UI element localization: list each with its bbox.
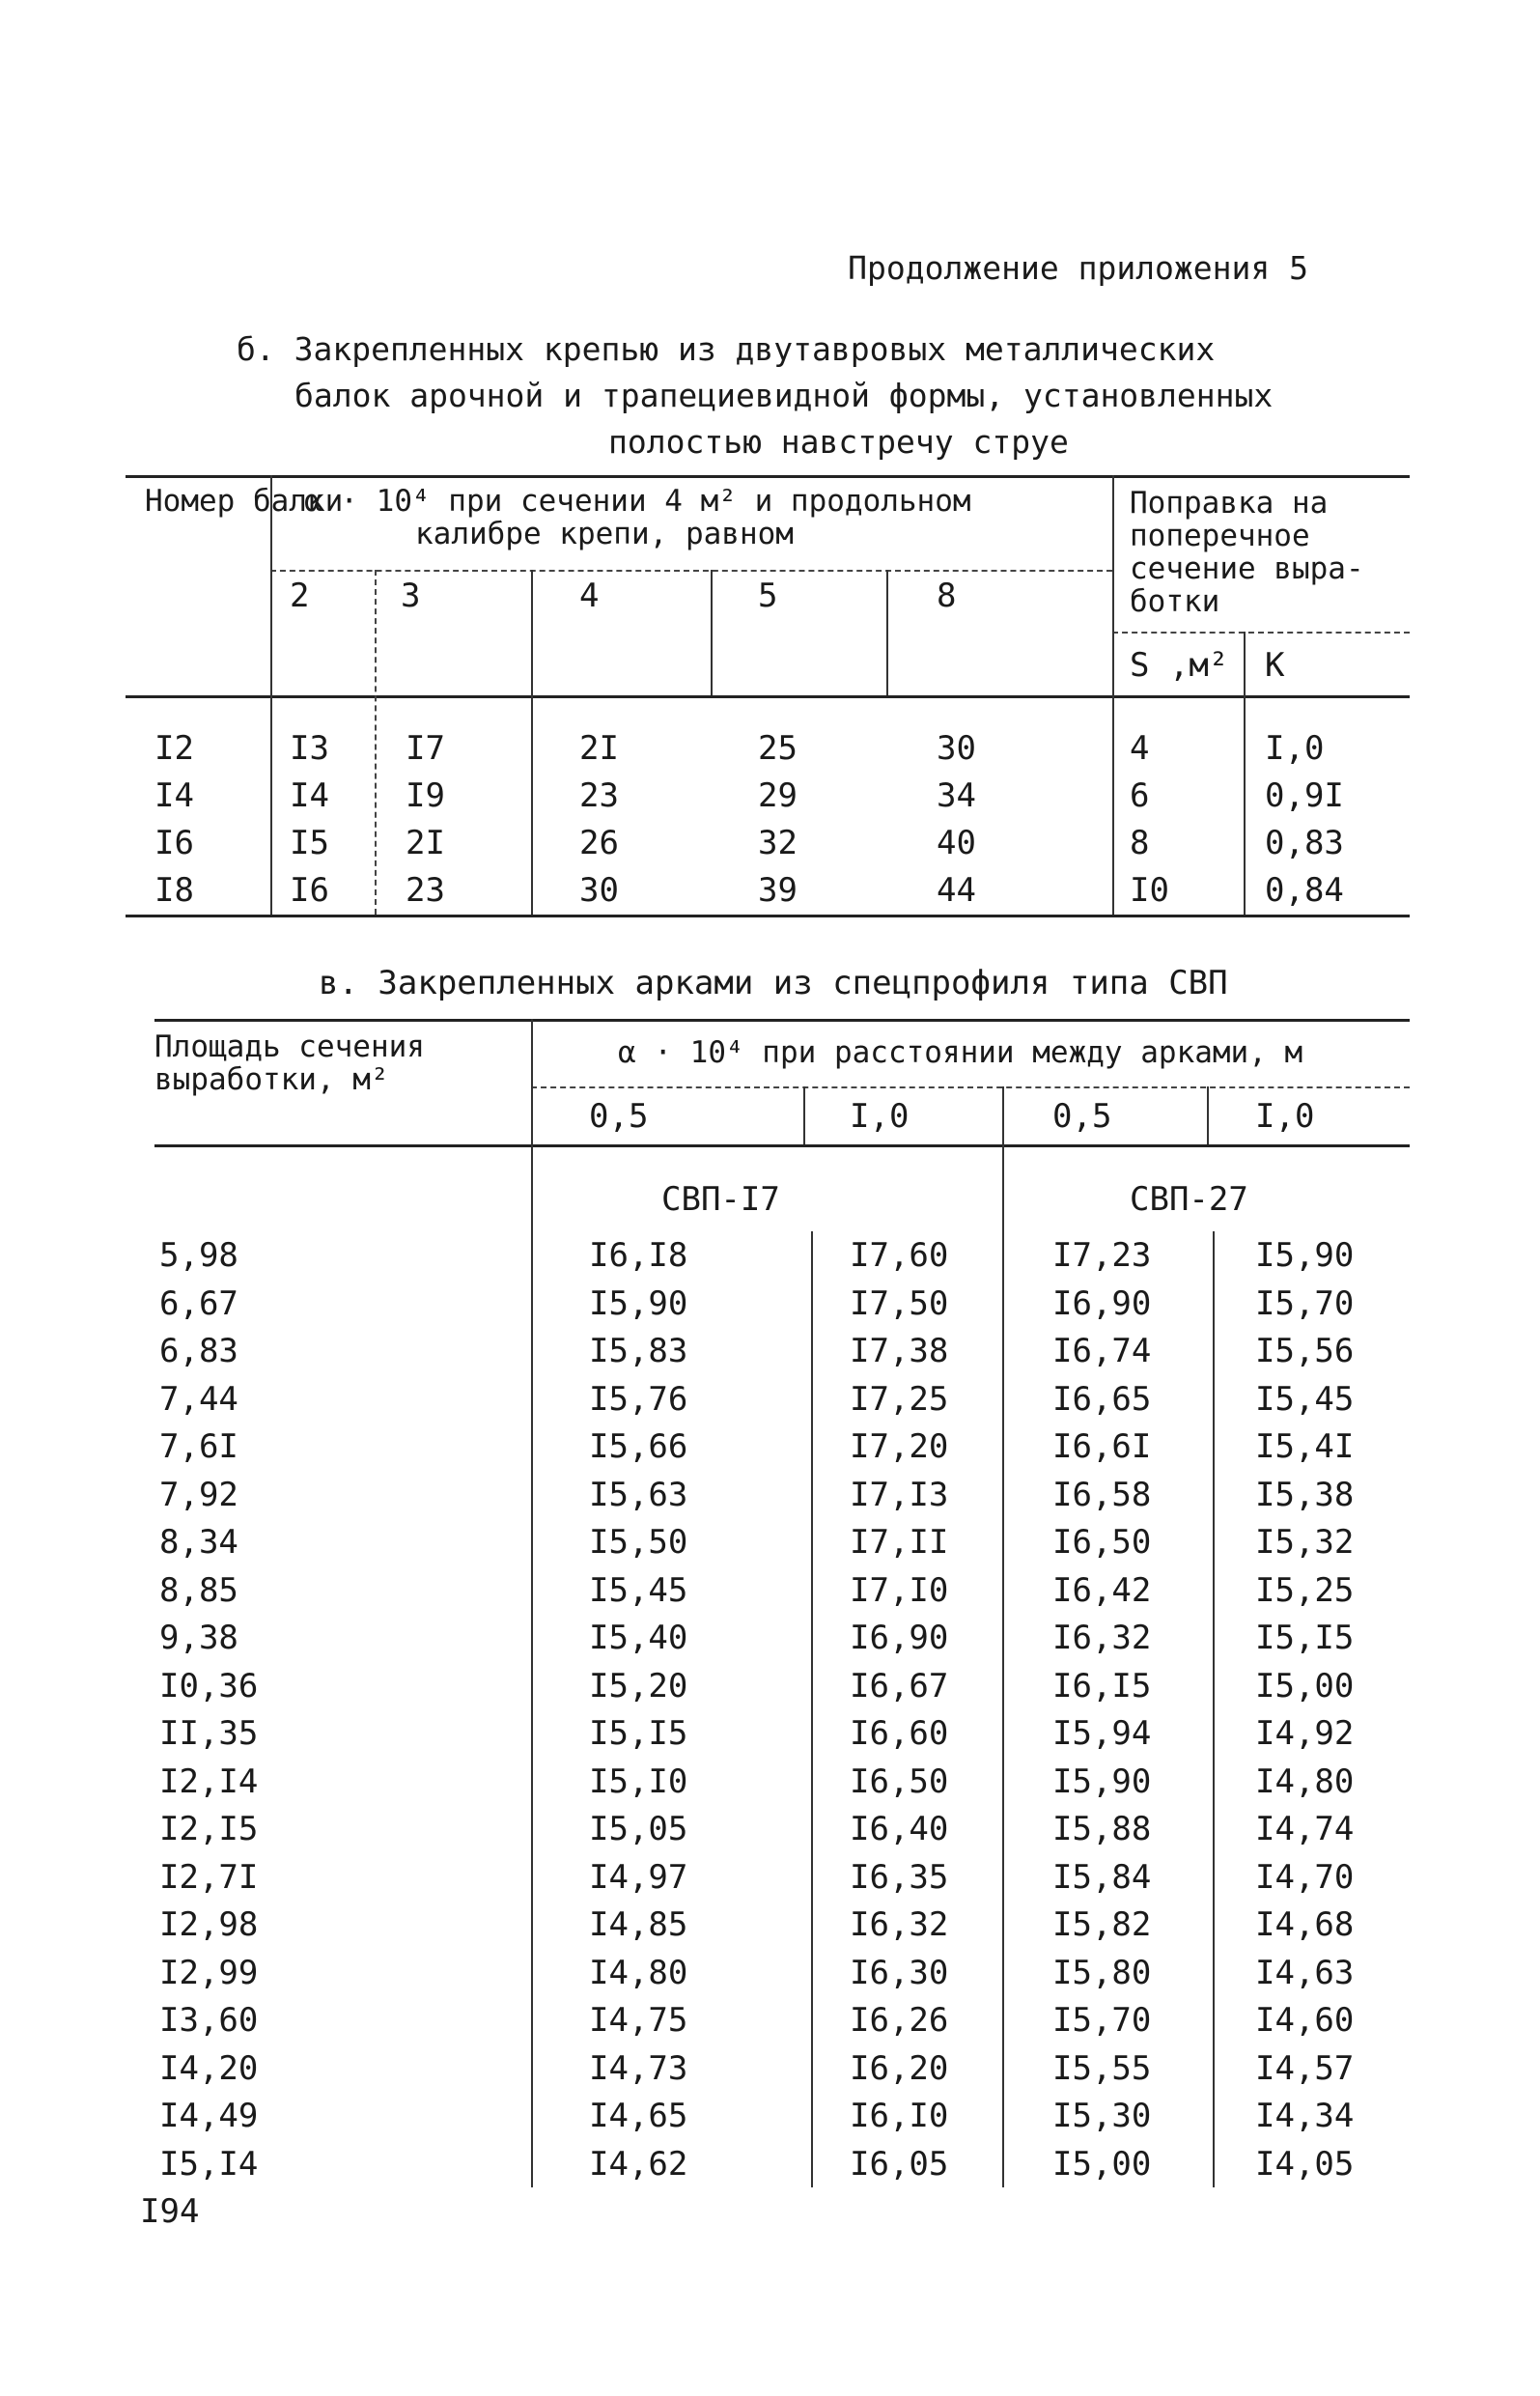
table-cell: 32 xyxy=(758,824,798,862)
table-cell: I5,83 xyxy=(589,1332,688,1370)
table-cell: I6,32 xyxy=(1052,1619,1152,1657)
table-cell: I4,70 xyxy=(1255,1857,1355,1897)
table-cell: I6,20 xyxy=(850,2048,949,2088)
table-cell: 40 xyxy=(937,824,976,862)
alpha-header-line-1: α · 10⁴ при сечении 4 м² и продольном xyxy=(304,484,971,519)
table-v xyxy=(154,1019,1410,2197)
table-cell: I6,67 xyxy=(850,1666,949,1705)
spacing-header: 0,5 xyxy=(589,1097,649,1136)
alpha-spacing-header: α · 10⁴ при расстоянии между арками, м xyxy=(618,1035,1303,1070)
table-cell: I6,32 xyxy=(850,1905,949,1944)
table-cell: I9 xyxy=(406,776,445,815)
area-value: I2,7I xyxy=(159,1857,259,1897)
table-cell: I7,23 xyxy=(1052,1236,1152,1275)
table-cell: I7,60 xyxy=(850,1236,949,1275)
table-cell: 29 xyxy=(758,776,798,815)
table-cell: 30 xyxy=(579,871,619,910)
page-number: I94 xyxy=(140,2192,200,2231)
table-cell: I0 xyxy=(1130,871,1169,910)
table-cell: I6,40 xyxy=(850,1810,949,1848)
section-b-title-line-1: б. Закрепленных крепью из двутавровых металлических xyxy=(237,330,1216,368)
table-cell: I6,60 xyxy=(850,1714,949,1753)
table-cell: I7,50 xyxy=(850,1283,949,1323)
table-cell: I5,I5 xyxy=(1255,1619,1355,1657)
table-cell: I5,88 xyxy=(1052,1810,1152,1848)
spacing-header: I,0 xyxy=(850,1097,910,1136)
table-cell: I7,I0 xyxy=(850,1570,949,1610)
calibre-header: 5 xyxy=(758,577,778,615)
table-cell: 34 xyxy=(937,776,976,815)
table-cell: I4,60 xyxy=(1255,2001,1355,2040)
table-cell: I5,20 xyxy=(589,1666,688,1705)
area-value: I2,98 xyxy=(159,1905,259,1944)
area-value: I3,60 xyxy=(159,2001,259,2040)
table-cell: 44 xyxy=(937,871,976,910)
table-cell: I7,25 xyxy=(850,1379,949,1419)
calibre-header: 4 xyxy=(579,577,600,615)
spacing-header: I,0 xyxy=(1255,1097,1315,1136)
table-cell: I6,74 xyxy=(1052,1332,1152,1370)
table-cell: I5,50 xyxy=(589,1523,688,1562)
table-cell: I6,35 xyxy=(850,1857,949,1897)
alpha-header-line-2: калибре крепи, равном xyxy=(415,517,794,551)
beam-number-header: Номер балки xyxy=(145,484,344,519)
correction-header-line-4: ботки xyxy=(1130,584,1220,619)
spacing-header: 0,5 xyxy=(1052,1097,1112,1136)
section-v-title: в. Закрепленных арками из спецпрофиля типа СВП xyxy=(319,964,1228,1002)
table-cell: I4,73 xyxy=(589,2048,688,2088)
table-cell: I6,90 xyxy=(850,1619,949,1657)
table-cell: 30 xyxy=(937,729,976,768)
correction-header-line-2: поперечное xyxy=(1130,519,1310,553)
table-cell: 39 xyxy=(758,871,798,910)
table-cell: I5,80 xyxy=(1052,1953,1152,1992)
table-cell: I4 xyxy=(290,776,329,815)
table-cell: I6,26 xyxy=(850,2001,949,2040)
table-cell: I5,I5 xyxy=(589,1714,688,1753)
table-cell: I7,I3 xyxy=(850,1475,949,1514)
area-header-line-2: выработки, м² xyxy=(154,1062,389,1097)
beam-number: I8 xyxy=(154,871,194,910)
table-cell: I5,05 xyxy=(589,1810,688,1848)
table-cell: 23 xyxy=(579,776,619,815)
area-value: 7,92 xyxy=(159,1475,238,1514)
area-value: 6,67 xyxy=(159,1283,238,1323)
profile-label: СВП-27 xyxy=(1130,1180,1248,1219)
area-value: 9,38 xyxy=(159,1619,238,1657)
table-cell: I5,I0 xyxy=(589,1762,688,1801)
table-cell: I6,6I xyxy=(1052,1427,1152,1466)
table-cell: I4,85 xyxy=(589,1905,688,1944)
calibre-header: 2 xyxy=(290,577,310,615)
area-value: I5,I4 xyxy=(159,2144,259,2184)
table-cell: I6 xyxy=(290,871,329,910)
table-cell: I5,40 xyxy=(589,1619,688,1657)
table-cell: I5,90 xyxy=(589,1283,688,1323)
table-cell: I5,84 xyxy=(1052,1857,1152,1897)
area-value: 7,44 xyxy=(159,1379,238,1419)
table-cell: I4,80 xyxy=(1255,1762,1355,1801)
table-cell: I4,57 xyxy=(1255,2048,1355,2088)
table-cell: I5,70 xyxy=(1052,2001,1152,2040)
table-cell: I6,I8 xyxy=(589,1236,688,1275)
beam-number: I6 xyxy=(154,824,194,862)
table-cell: I4,74 xyxy=(1255,1810,1355,1848)
table-cell: I6,90 xyxy=(1052,1283,1152,1323)
table-cell: I4,65 xyxy=(589,2097,688,2135)
area-value: II,35 xyxy=(159,1714,259,1753)
table-cell: 0,84 xyxy=(1265,871,1344,910)
area-value: 5,98 xyxy=(159,1236,238,1275)
table-cell: I5 xyxy=(290,824,329,862)
table-cell: I5,00 xyxy=(1255,1666,1355,1705)
coefficient-k-header: К xyxy=(1265,646,1285,685)
table-cell: I5,4I xyxy=(1255,1427,1355,1466)
table-cell: I5,63 xyxy=(589,1475,688,1514)
table-cell: 8 xyxy=(1130,824,1150,862)
table-cell: I4,80 xyxy=(589,1953,688,1992)
table-cell: I5,32 xyxy=(1255,1523,1355,1562)
table-cell: 2I xyxy=(406,824,445,862)
area-value: 7,6I xyxy=(159,1427,238,1466)
table-cell: I5,56 xyxy=(1255,1332,1355,1370)
beam-number: I2 xyxy=(154,729,194,768)
table-cell: I5,45 xyxy=(589,1570,688,1610)
table-cell: I6,I0 xyxy=(850,2097,949,2135)
table-cell: I6,50 xyxy=(850,1762,949,1801)
table-cell: I7,38 xyxy=(850,1332,949,1370)
area-value: I0,36 xyxy=(159,1666,259,1705)
table-cell: I4,34 xyxy=(1255,2097,1355,2135)
area-header-line-1: Площадь сечения xyxy=(154,1029,425,1064)
table-cell: 0,9I xyxy=(1265,776,1344,815)
table-cell: I5,45 xyxy=(1255,1379,1355,1419)
table-cell: I4,68 xyxy=(1255,1905,1355,1944)
table-cell: I4,92 xyxy=(1255,1714,1355,1753)
area-value: I4,49 xyxy=(159,2097,259,2135)
section-b-title-line-3: полостью навстречу струе xyxy=(608,423,1069,461)
area-s-header: S ,м² xyxy=(1130,646,1229,685)
correction-header-line-3: сечение выра- xyxy=(1130,551,1364,586)
area-value: I2,I5 xyxy=(159,1810,259,1848)
table-cell: I7,20 xyxy=(850,1427,949,1466)
table-cell: 2I xyxy=(579,729,619,768)
table-b xyxy=(126,475,1410,919)
table-cell: I5,38 xyxy=(1255,1475,1355,1514)
table-cell: I5,00 xyxy=(1052,2144,1152,2184)
table-cell: I6,05 xyxy=(850,2144,949,2184)
table-cell: I4,75 xyxy=(589,2001,688,2040)
table-cell: I6,65 xyxy=(1052,1379,1152,1419)
table-cell: I6,30 xyxy=(850,1953,949,1992)
table-cell: I5,82 xyxy=(1052,1905,1152,1944)
area-value: 6,83 xyxy=(159,1332,238,1370)
table-cell: I4,05 xyxy=(1255,2144,1355,2184)
table-cell: I6,42 xyxy=(1052,1570,1152,1610)
table-cell: I5,25 xyxy=(1255,1570,1355,1610)
table-cell: 26 xyxy=(579,824,619,862)
table-cell: I4,62 xyxy=(589,2144,688,2184)
table-cell: I4,97 xyxy=(589,1857,688,1897)
beam-number: I4 xyxy=(154,776,194,815)
table-cell: I,0 xyxy=(1265,729,1325,768)
table-cell: I6,58 xyxy=(1052,1475,1152,1514)
calibre-header: 8 xyxy=(937,577,957,615)
area-value: 8,85 xyxy=(159,1570,238,1610)
profile-label: СВП-I7 xyxy=(661,1180,780,1219)
table-cell: I3 xyxy=(290,729,329,768)
area-value: I2,I4 xyxy=(159,1762,259,1801)
area-value: 8,34 xyxy=(159,1523,238,1562)
table-cell: I5,66 xyxy=(589,1427,688,1466)
table-cell: I5,76 xyxy=(589,1379,688,1419)
table-cell: I5,30 xyxy=(1052,2097,1152,2135)
table-cell: 25 xyxy=(758,729,798,768)
table-cell: I5,90 xyxy=(1052,1762,1152,1801)
table-cell: 0,83 xyxy=(1265,824,1344,862)
continuation-caption: Продолжение приложения 5 xyxy=(848,249,1308,287)
section-b-title xyxy=(237,326,1273,465)
table-cell: 6 xyxy=(1130,776,1150,815)
table-cell: I7,II xyxy=(850,1523,949,1562)
table-cell: 23 xyxy=(406,871,445,910)
calibre-header: 3 xyxy=(401,577,421,615)
area-value: I2,99 xyxy=(159,1953,259,1992)
table-cell: I6,50 xyxy=(1052,1523,1152,1562)
table-cell: I6,I5 xyxy=(1052,1666,1152,1705)
table-cell: I5,90 xyxy=(1255,1236,1355,1275)
area-value: I4,20 xyxy=(159,2048,259,2088)
table-cell: I5,94 xyxy=(1052,1714,1152,1753)
correction-header-line-1: Поправка на xyxy=(1130,486,1329,521)
table-cell: I5,70 xyxy=(1255,1283,1355,1323)
table-cell: I7 xyxy=(406,729,445,768)
section-b-title-line-2: балок арочной и трапециевидной формы, установленных xyxy=(294,377,1274,414)
table-cell: I4,63 xyxy=(1255,1953,1355,1992)
table-cell: I5,55 xyxy=(1052,2048,1152,2088)
table-cell: 4 xyxy=(1130,729,1150,768)
